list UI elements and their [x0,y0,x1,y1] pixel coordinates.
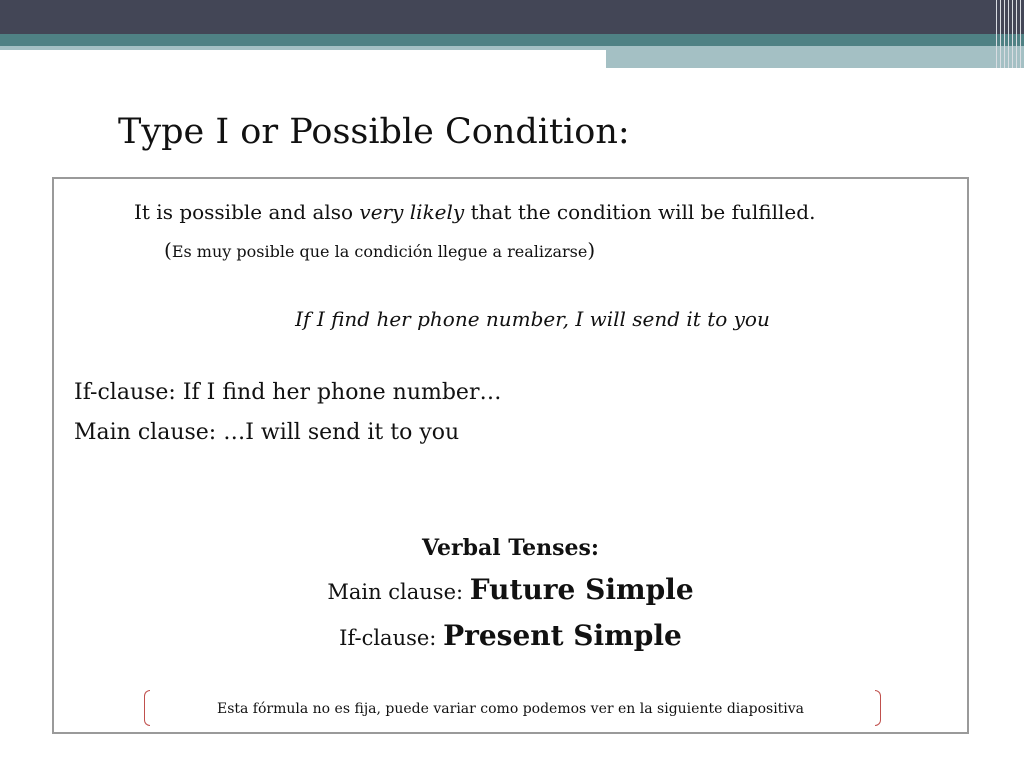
spanish-close-paren: ) [587,238,596,262]
main-clause-line: Main clause: …I will send it to you [74,420,460,445]
if-clause-label: If-clause: [339,626,444,650]
header-dark-band [0,0,1024,34]
content-box [52,177,969,734]
intro-text-after: that the condition will be fulfilled. [464,200,816,224]
verbal-tenses-if-clause [54,619,967,652]
spanish-text: Es muy posible que la condición llegue a realizarse [171,242,588,261]
right-bracket-decoration [875,690,881,726]
footnote: Esta fórmula no es fija, puede variar como podemos ver en la siguiente diapositiva [216,701,805,717]
if-clause-tense: Present Simple [443,619,682,652]
verbal-tenses-heading: Verbal Tenses: [421,535,600,561]
main-clause-label: Main clause: [327,580,470,604]
main-clause-tense: Future Simple [469,573,694,606]
spanish-translation [164,238,595,262]
header-light-band-right [606,46,1024,68]
example-sentence: If I find her phone number, I will send it to you [295,307,770,331]
slide-title: Type I or Possible Condition: [118,112,630,152]
intro-text-before: It is possible and also [134,200,360,224]
header-light-band-left [0,46,606,50]
header-teal-band [0,34,1024,46]
verbal-tenses-main-clause [54,573,967,606]
spanish-open-paren: ( [164,238,172,262]
intro-sentence [134,200,815,224]
intro-emphasis: very likely [359,200,465,224]
if-clause-line: If-clause: If I find her phone number… [74,380,502,405]
header-stripes-decoration [994,0,1024,68]
